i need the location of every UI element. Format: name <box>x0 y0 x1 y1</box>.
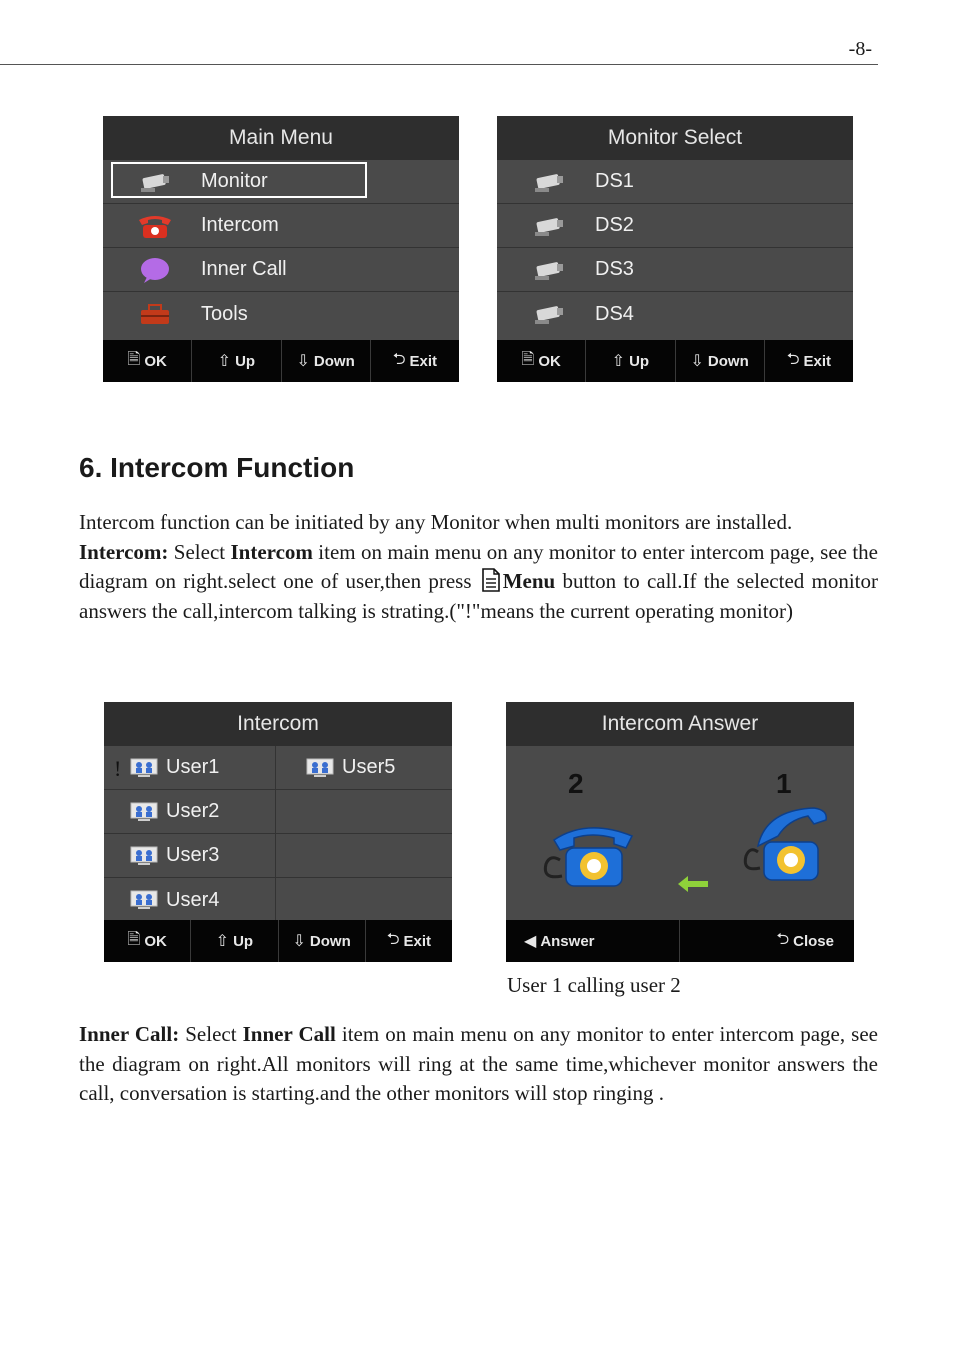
up-button[interactable]: ⇧ Up <box>586 340 675 382</box>
exit-button[interactable]: ⮌ Exit <box>371 340 459 382</box>
intercom-title: Intercom <box>104 702 452 746</box>
ok-button[interactable]: 🗎 OK <box>103 340 192 382</box>
arrow-down-icon: ⇩ <box>296 353 310 370</box>
main-menu-screen <box>103 116 459 382</box>
inner-call-paragraph: Inner Call: Select Inner Call item on main menu on any monitor to enter intercom page, see the diagram on right.All monitors will ring at the same time,whichever monitor answers the call, conversation is starting.and the other monitors will stop ringing . <box>79 1022 879 1105</box>
monitor-item-label: DS1 <box>595 170 634 192</box>
menu-doc-icon: 🗎 <box>127 930 141 948</box>
intro-paragraph: Intercom function can be initiated by any Monitor when multi monitors are installed. Intercom: Select Intercom item on main menu on any monitor to enter intercom page, see the diagram on right.select one of user,then press Menu button to call.If the selected monitor answers the call,intercom talking is strating.("!"means the current operating monitor) <box>79 510 879 623</box>
user-cell-empty <box>276 834 452 878</box>
user-cell-user3[interactable]: User3 <box>104 834 276 878</box>
camera-icon <box>529 256 569 284</box>
menu-item-tools[interactable] <box>103 292 459 336</box>
speech-bubble-icon <box>135 256 175 284</box>
camera-icon <box>135 168 175 196</box>
ok-button[interactable]: 🗎 OK <box>104 920 191 962</box>
user-cell-user4[interactable]: User4 <box>104 878 276 922</box>
monitor-item-label: DS4 <box>595 302 634 325</box>
menu-doc-icon <box>481 568 501 592</box>
menu-item-label: Inner Call <box>201 258 287 280</box>
user-monitor-icon <box>130 846 158 866</box>
camera-icon <box>529 300 569 328</box>
telephone-callee-icon <box>532 814 642 894</box>
ok-button[interactable]: 🗎 OK <box>497 340 586 382</box>
softkey-bar <box>497 340 853 382</box>
main-menu-title: Main Menu <box>103 116 459 160</box>
menu-item-intercom[interactable] <box>103 204 459 248</box>
up-button[interactable]: ⇧ Up <box>192 340 281 382</box>
menu-doc-icon: 🗎 <box>521 350 535 368</box>
toolbox-icon <box>135 300 175 328</box>
answer-button[interactable]: ◀ Answer <box>506 920 680 962</box>
monitor-select-title: Monitor Select <box>497 116 853 160</box>
menu-item-label: Intercom <box>201 214 279 236</box>
header-rule <box>0 64 878 65</box>
down-button[interactable]: ⇩ Down <box>676 340 765 382</box>
monitor-item-label: DS2 <box>595 214 634 236</box>
monitor-item-ds3[interactable] <box>497 248 853 292</box>
user-monitor-icon <box>130 802 158 822</box>
exit-button[interactable]: ⮌ Exit <box>765 340 853 382</box>
arrow-left-icon <box>678 876 708 892</box>
figure-caption: User 1 calling user 2 <box>507 973 681 997</box>
camera-icon <box>529 212 569 240</box>
user-grid <box>104 746 452 922</box>
exit-button[interactable]: ⮌ Exit <box>366 920 452 962</box>
user-cell-user2[interactable]: User2 <box>104 790 276 834</box>
user-monitor-icon <box>130 890 158 910</box>
user-monitor-icon <box>130 758 158 778</box>
return-icon: ⮌ <box>392 350 406 368</box>
arrow-down-icon: ⇩ <box>690 353 704 370</box>
monitor-item-ds2[interactable] <box>497 204 853 248</box>
arrow-down-icon: ⇩ <box>292 933 306 950</box>
menu-item-inner-call[interactable] <box>103 248 459 292</box>
softkey-bar <box>104 920 452 962</box>
user-cell-empty <box>276 878 452 922</box>
current-monitor-marker: ! <box>114 756 122 781</box>
arrow-up-icon: ⇧ <box>611 353 626 370</box>
user-cell-user1[interactable]: ! User1 <box>104 746 276 790</box>
softkey-bar <box>103 340 459 382</box>
monitor-item-label: DS3 <box>595 258 634 280</box>
down-button[interactable]: ⇩ Down <box>279 920 366 962</box>
softkey-bar <box>506 920 854 962</box>
return-icon: ⮌ <box>786 350 800 368</box>
monitor-item-ds1[interactable] <box>497 160 853 204</box>
monitor-select-screen <box>497 116 853 382</box>
callee-number: 2 <box>568 768 584 799</box>
up-button[interactable]: ⇧ Up <box>191 920 278 962</box>
return-icon: ⮌ <box>776 930 790 948</box>
camera-icon <box>529 168 569 196</box>
intercom-answer-title: Intercom Answer <box>506 702 854 746</box>
down-button[interactable]: ⇩ Down <box>282 340 371 382</box>
user-monitor-icon <box>306 758 334 778</box>
intercom-screen <box>104 702 452 962</box>
arrow-up-icon: ⇧ <box>215 933 230 950</box>
monitor-item-ds4[interactable] <box>497 292 853 336</box>
section-heading: 6. Intercom Function <box>79 452 355 483</box>
user-cell-empty <box>276 790 452 834</box>
menu-doc-icon: 🗎 <box>127 350 141 368</box>
telephone-caller-icon <box>736 806 836 886</box>
caller-number: 1 <box>776 768 792 799</box>
user-cell-user5[interactable]: User5 <box>276 746 452 790</box>
menu-item-monitor[interactable] <box>103 160 459 204</box>
menu-item-label: Tools <box>201 302 248 325</box>
arrow-up-icon: ⇧ <box>217 353 232 370</box>
return-icon: ⮌ <box>386 930 400 948</box>
menu-item-label: Monitor <box>201 170 268 192</box>
page-number: -8- <box>848 38 872 60</box>
call-visual <box>506 746 854 920</box>
close-button[interactable]: ⮌ Close <box>680 920 855 962</box>
intercom-answer-screen <box>506 702 854 962</box>
speaker-icon: ◀ <box>524 933 537 950</box>
telephone-icon <box>135 212 175 240</box>
